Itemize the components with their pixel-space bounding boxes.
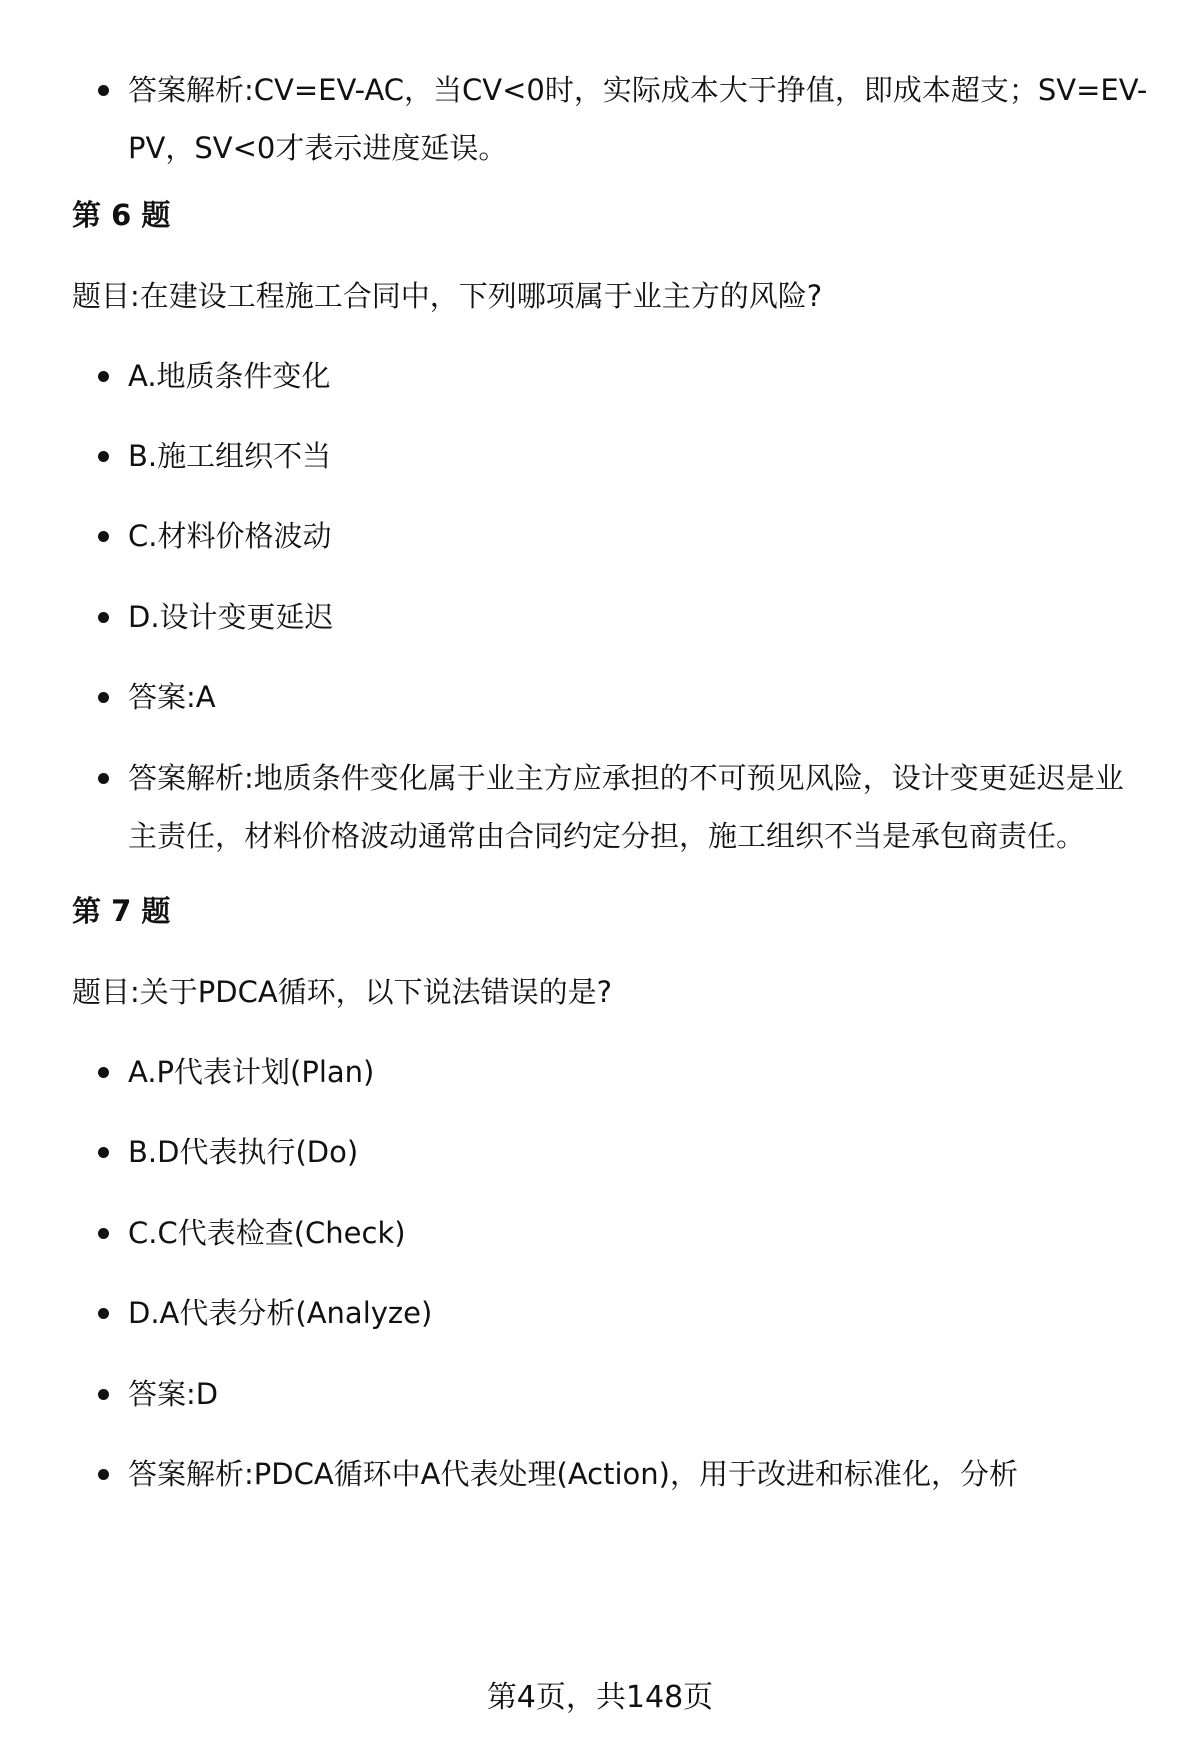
q7-option-b: B.D代表执行(Do) — [128, 1123, 1148, 1181]
q7-heading: 第 7 题 — [72, 894, 171, 928]
q7-answer: 答案:D — [128, 1365, 1148, 1423]
q6-explanation: 答案解析:地质条件变化属于业主方应承担的不可预见风险，设计变更延迟是业主责任，材料价格波动通常由合同约定分担，施工组织不当是承包商责任。 — [128, 749, 1148, 865]
q7-option-c: C.C代表检查(Check) — [128, 1204, 1148, 1262]
q7-option-d: D.A代表分析(Analyze) — [128, 1284, 1148, 1342]
q6-heading: 第 6 题 — [72, 198, 171, 232]
page-footer: 第4页，共148页 — [486, 1680, 714, 1715]
q6-option-d: D.设计变更延迟 — [128, 588, 1148, 646]
q6-option-a: A.地质条件变化 — [128, 347, 1148, 405]
q6-stem: 题目:在建设工程施工合同中，下列哪项属于业主方的风险? — [72, 279, 823, 313]
q7-stem: 题目:关于PDCA循环，以下说法错误的是? — [72, 975, 613, 1009]
q7-option-a: A.P代表计划(Plan) — [128, 1043, 1148, 1101]
q6-answer: 答案:A — [128, 668, 1148, 726]
q5-explanation: 答案解析:CV=EV-AC，当CV<0时，实际成本大于挣值，即成本超支；SV=EV-PV，SV<0才表示进度延误。 — [128, 61, 1148, 177]
q6-option-b: B.施工组织不当 — [128, 427, 1148, 485]
q6-option-c: C.材料价格波动 — [128, 507, 1148, 565]
q7-explanation: 答案解析:PDCA循环中A代表处理(Action)，用于改进和标准化，分析 — [128, 1445, 1148, 1503]
